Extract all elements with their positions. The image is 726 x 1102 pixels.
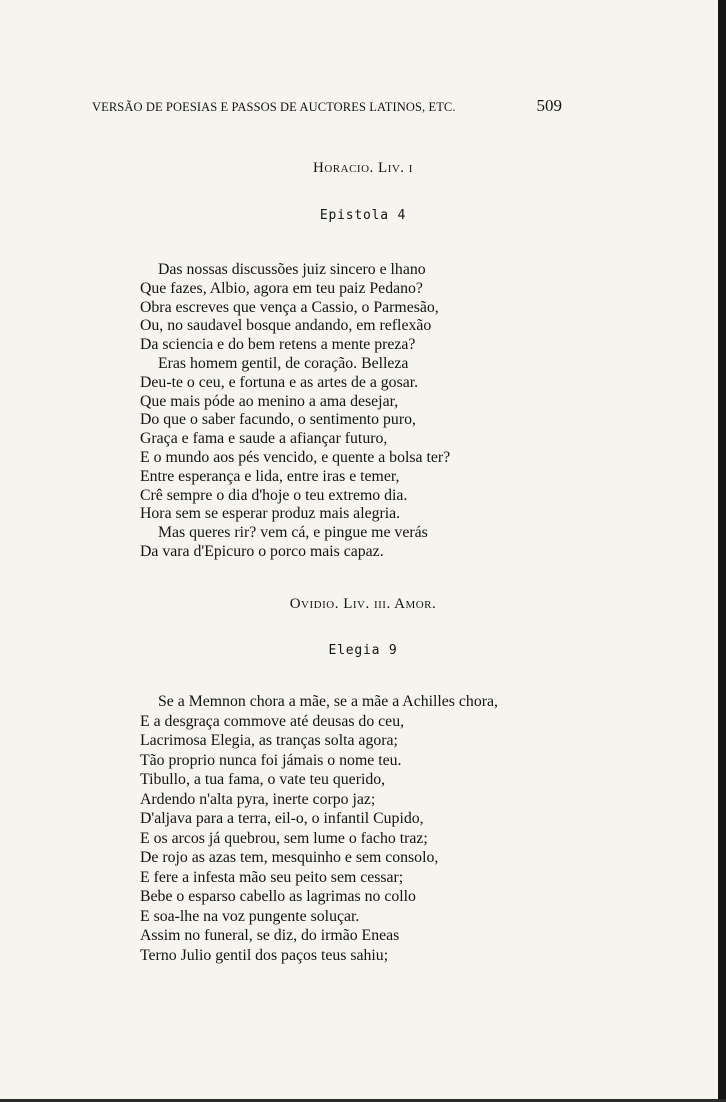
poem-line: Das nossas discussões juiz sincero e lhano — [158, 261, 426, 278]
poem-line: De rojo as azas tem, mesquinho e sem consolo, — [140, 849, 439, 866]
poem-line: E soa-lhe na voz pungente soluçar. — [140, 907, 360, 925]
poem-line: E a desgraça commove até deusas do ceu, — [140, 712, 405, 730]
poem-line: Crê sempre o dia d'hoje o teu extremo dia. — [140, 486, 408, 504]
poem-line: Obra escreves que vença a Cassio, o Parmesão, — [140, 298, 439, 316]
poem-line: D'aljava para a terra, eil-o, o infantil Cupido, — [140, 810, 424, 827]
poem-line: Ou, no saudavel bosque andando, em reflexão — [140, 317, 432, 335]
running-head-title: VERSÃO DE POESIAS E PASSOS DE AUCTORES LATINOS, ETC. — [92, 100, 456, 114]
poem-line: E o mundo aos pés vencido, e quente a bolsa ter? — [140, 448, 451, 466]
poem-line: Ardendo n'alta pyra, inerte corpo jaz; — [140, 790, 376, 808]
poem-line: Tibullo, a tua fama, o vate teu querido, — [140, 771, 386, 788]
poem-line: Que fazes, Albio, agora em teu paiz Pedano? — [140, 279, 423, 297]
poem-line: Que mais póde ao menino a ama desejar, — [140, 392, 399, 410]
poem-epistola-4 — [140, 261, 450, 562]
poem-line: Da vara d'Epicuro o porco mais capaz. — [140, 542, 384, 560]
poem-line: Bebe o esparso cabello as lagrimas no collo — [140, 888, 416, 905]
poem-line: Lacrimosa Elegia, as tranças solta agora; — [140, 732, 398, 749]
poem-line: E fere a infesta mão seu peito sem cessar; — [140, 868, 404, 886]
section-title-horacio: Horacio. Liv. i — [313, 160, 413, 176]
section-subtitle-epistola: Epistola 4 — [319, 208, 407, 223]
poem-line: Terno Julio gentil dos paços teus sahiu; — [140, 946, 389, 964]
poem-elegia-9 — [140, 692, 498, 965]
poem-line: Tão proprio nunca foi jámais o nome teu. — [140, 751, 402, 769]
poem-line: E os arcos já quebrou, sem lume o facho traz; — [140, 829, 428, 847]
poem-line: Assim no funeral, se diz, do irmão Eneas — [140, 927, 400, 944]
poem-line: Entre esperança e lida, entre iras e temer, — [140, 467, 400, 485]
page-number: 509 — [536, 96, 562, 115]
poem-line: Hora sem se esperar produz mais alegria. — [140, 505, 401, 523]
poem-line: Deu-te o ceu, e fortuna e as artes de a gosar. — [140, 373, 419, 391]
running-head — [92, 96, 562, 118]
section-subtitle-elegia: Elegia 9 — [328, 643, 398, 658]
poem-line: Se a Memnon chora a mãe, se a mãe a Achilles chora, — [158, 693, 498, 710]
poem-line: Do que o saber facundo, o sentimento puro, — [140, 411, 416, 429]
poem-line: Graça e fama e saude a afiançar futuro, — [140, 430, 388, 448]
poem-line: Eras homem gentil, de coração. Belleza — [158, 354, 409, 372]
poem-line: Mas queres rir? vem cá, e pingue me verás — [158, 524, 428, 542]
poem-line: Da sciencia e do bem retens a mente preza? — [140, 336, 416, 354]
section-title-ovidio: Ovidio. Liv. iii. Amor. — [289, 596, 437, 612]
